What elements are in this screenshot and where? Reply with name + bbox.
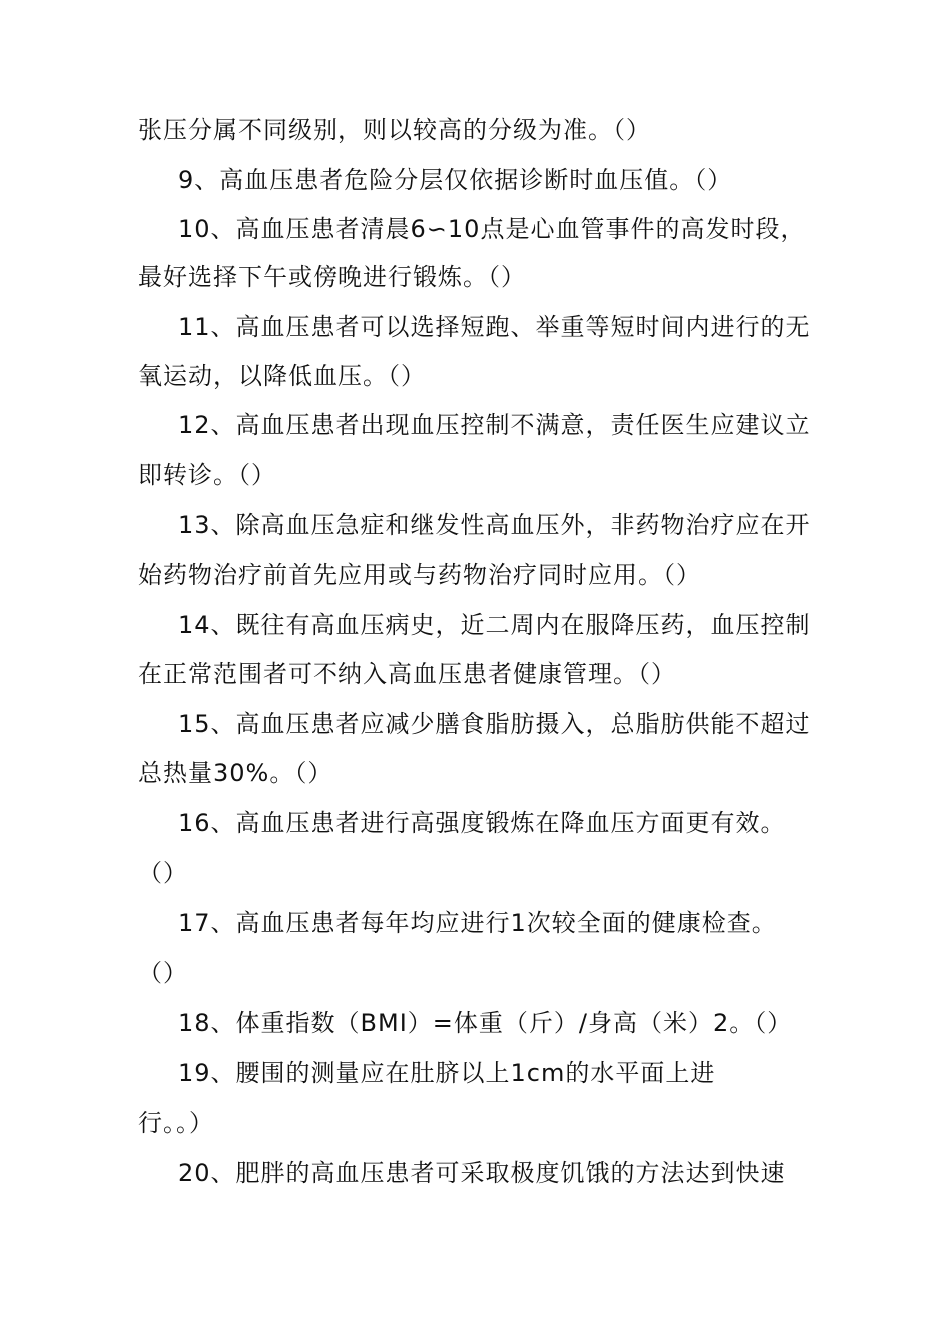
text-line: 总热量30%。（） [138,759,333,787]
text-line: 9、高血压患者危险分层仅依据诊断时血压值。（） [178,166,733,194]
text-line: 始药物治疗前首先应用或与药物治疗同时应用。（） [138,561,701,589]
text-line: 张压分属不同级别，则以较高的分级为准。（） [138,116,651,144]
text-line: 16、高血压患者进行高强度锻炼在降血压方面更有效。 [178,809,786,837]
text-line: 12、高血压患者出现血压控制不满意，责任医生应建议立 [178,411,811,439]
text-line: （） [138,859,188,887]
text-line: 10、高血压患者清晨6∽10点是心血管事件的高发时段， [178,215,806,243]
text-line: 19、腰围的测量应在肚脐以上1cm的水平面上进 [178,1059,716,1087]
text-line: 20、肥胖的高血压患者可采取极度饥饿的方法达到快速 [178,1159,786,1187]
text-line: 最好选择下午或傍晚进行锻炼。（） [138,263,526,291]
text-line: 17、高血压患者每年均应进行1次较全面的健康检查。 [178,909,777,937]
text-line: 行。。） [138,1109,214,1137]
text-line: 11、高血压患者可以选择短跑、举重等短时间内进行的无 [178,313,811,341]
text-line: 13、除高血压急症和继发性高血压外，非药物治疗应在开 [178,511,811,539]
text-line: 15、高血压患者应减少膳食脂肪摄入，总脂肪供能不超过 [178,710,811,738]
text-line: 18、体重指数（BMI）=体重（斤）/身高（米）2。（） [178,1009,793,1037]
text-line: （） [138,959,188,987]
text-line: 在正常范围者可不纳入高血压患者健康管理。（） [138,660,676,688]
text-line: 14、既往有高血压病史，近二周内在服降压药，血压控制 [178,611,811,639]
text-line: 即转诊。（） [138,461,276,489]
text-line: 氧运动，以降低血压。（） [138,362,426,390]
